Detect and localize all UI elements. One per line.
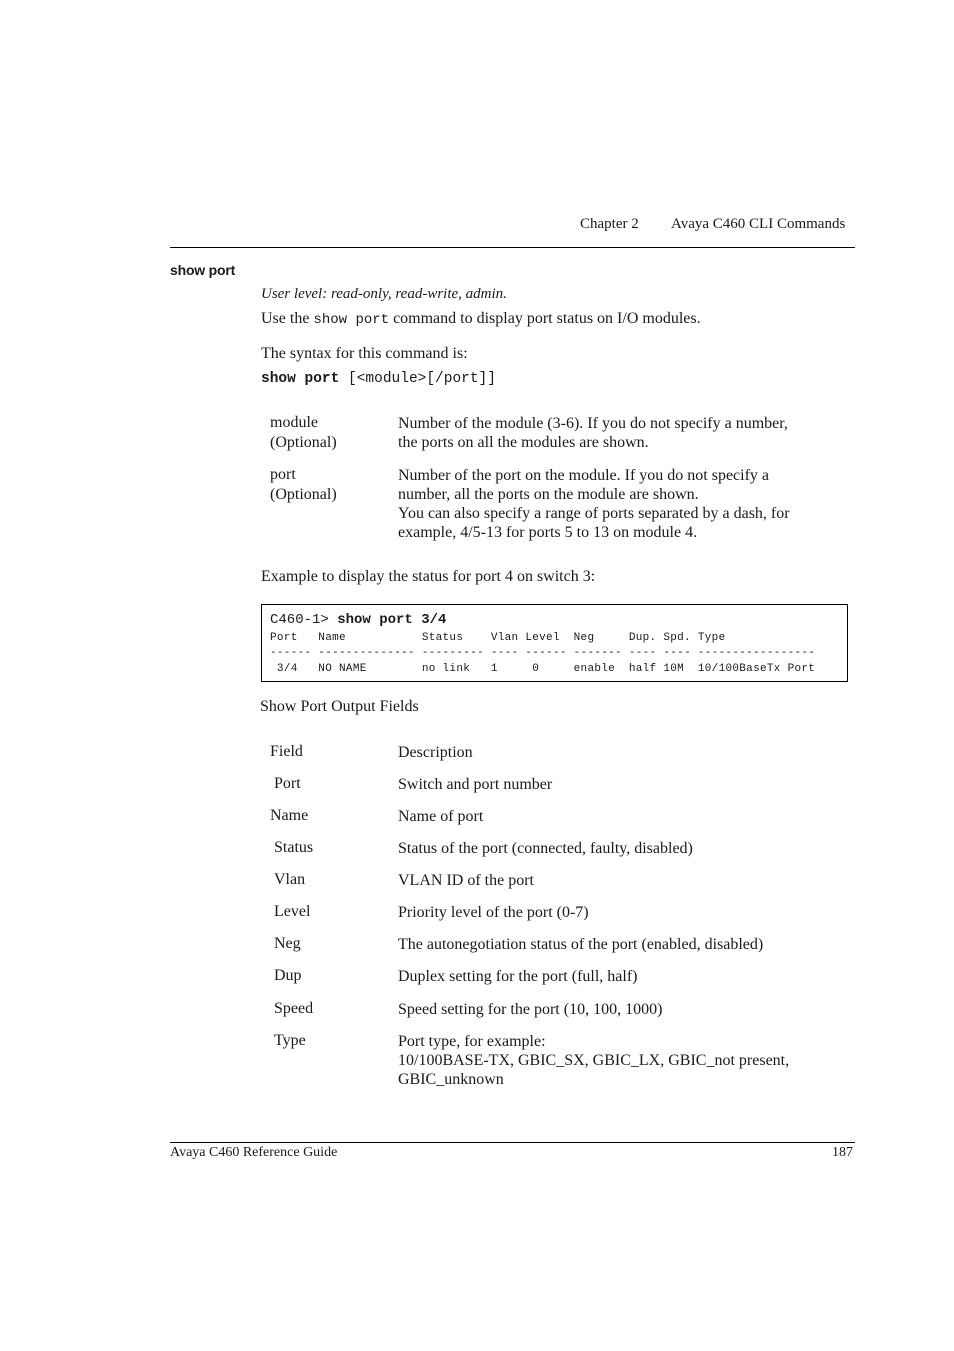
field-description-line: 10/100BASE-TX, GBIC_SX, GBIC_LX, GBIC_not present, xyxy=(398,1052,790,1069)
field-row-description xyxy=(398,1032,838,1089)
param-port-name xyxy=(270,465,337,505)
field-row-description: Switch and port number xyxy=(398,776,553,793)
param-description-line: the ports on all the modules are shown. xyxy=(398,434,649,451)
intro-inline-code: show port xyxy=(313,312,390,328)
field-row-name: Status xyxy=(274,839,314,856)
fields-column-header-description: Description xyxy=(398,744,473,761)
param-port-name-line2: (Optional) xyxy=(270,486,337,503)
syntax-line xyxy=(261,371,496,387)
field-row-description: Speed setting for the port (10, 100, 1000) xyxy=(398,1001,663,1018)
console-command: show port 3/4 xyxy=(337,612,447,628)
param-description-line: Number of the module (3-6). If you do not specify a number, xyxy=(398,415,788,432)
fields-column-header-field: Field xyxy=(270,743,303,760)
footer-rule xyxy=(170,1142,855,1143)
field-row-name: Speed xyxy=(274,1000,314,1017)
param-port-name-line1: port xyxy=(270,466,296,483)
param-module-name-line2: (Optional) xyxy=(270,434,337,451)
field-description-line: Port type, for example: xyxy=(398,1033,546,1050)
field-row-description: Duplex setting for the port (full, half) xyxy=(398,968,638,985)
param-module-name-line1: module xyxy=(270,414,318,431)
header-rule xyxy=(170,247,855,248)
syntax-command: show port xyxy=(261,371,340,387)
field-row-description: Status of the port (connected, faulty, disabled) xyxy=(398,840,693,857)
console-header-line: Port Name Status Vlan Level Neg Dup. Spd. Type xyxy=(270,632,726,644)
console-command-line xyxy=(270,612,446,628)
intro-text-before: Use the xyxy=(261,310,314,327)
field-row-name: Name xyxy=(270,807,309,824)
field-description-line: GBIC_unknown xyxy=(398,1071,504,1088)
param-description-line: You can also specify a range of ports separated by a dash, for xyxy=(398,505,790,522)
field-row-name: Type xyxy=(274,1032,306,1049)
field-row-name: Level xyxy=(274,903,311,920)
intro-text-after: command to display port status on I/O modules. xyxy=(389,310,701,327)
console-data-line: 3/4 NO NAME no link 1 0 enable half 10M 10/100BaseTx Port xyxy=(270,663,816,675)
console-separator-line: ------ -------------- --------- ---- ------ ------- ---- ---- ----------------- xyxy=(270,647,816,659)
intro-paragraph xyxy=(261,310,701,328)
example-intro: Example to display the status for port 4 on switch 3: xyxy=(261,568,596,585)
param-module-description xyxy=(398,414,838,452)
user-level-note: User level: read-only, read-write, admin. xyxy=(261,286,507,302)
running-header-title: Avaya C460 CLI Commands xyxy=(671,216,846,232)
page-number: 187 xyxy=(832,1145,853,1160)
field-row-description: Name of port xyxy=(398,808,484,825)
output-fields-caption: Show Port Output Fields xyxy=(260,698,419,715)
field-row-name: Port xyxy=(274,775,301,792)
field-row-description: Priority level of the port (0-7) xyxy=(398,904,589,921)
section-heading: show port xyxy=(170,262,236,278)
field-row-name: Dup xyxy=(274,967,302,984)
syntax-arguments: [<module>[/port]] xyxy=(339,371,496,387)
param-description-line: example, 4/5-13 for ports 5 to 13 on module 4. xyxy=(398,524,698,541)
field-row-name: Neg xyxy=(274,935,301,952)
field-row-description: VLAN ID of the port xyxy=(398,872,534,889)
console-prompt: C460-1> xyxy=(270,612,338,628)
param-port-description xyxy=(398,466,838,542)
console-output-box xyxy=(261,604,848,682)
param-module-name xyxy=(270,413,337,453)
syntax-intro: The syntax for this command is: xyxy=(261,345,468,362)
field-row-name: Vlan xyxy=(274,871,306,888)
field-row-description: The autonegotiation status of the port (enabled, disabled) xyxy=(398,936,764,953)
param-description-line: Number of the port on the module. If you do not specify a xyxy=(398,467,770,484)
footer-guide-title: Avaya C460 Reference Guide xyxy=(170,1145,338,1160)
running-header-chapter: Chapter 2 xyxy=(580,216,639,232)
param-description-line: number, all the ports on the module are shown. xyxy=(398,486,699,503)
